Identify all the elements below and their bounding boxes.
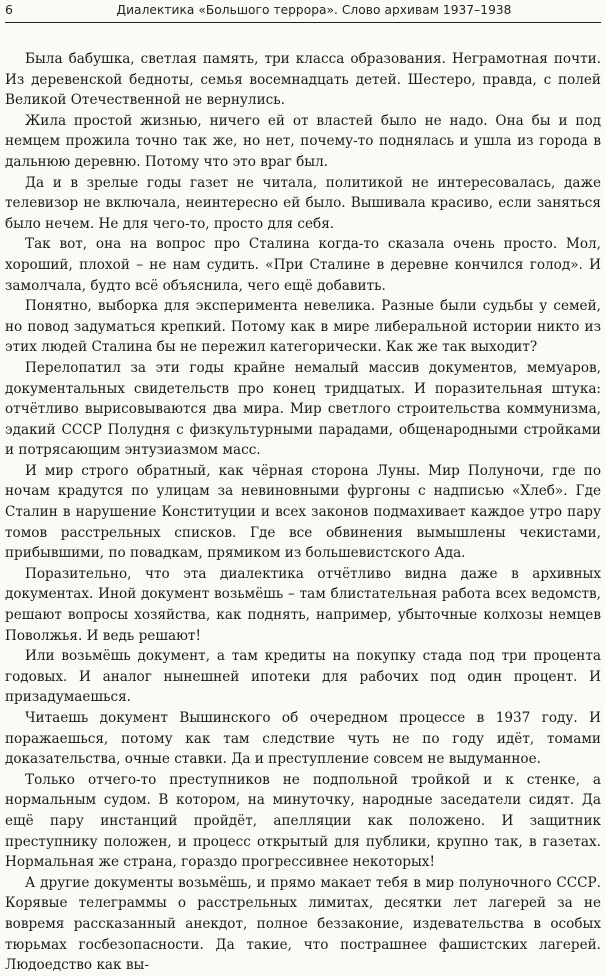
paragraph: Так вот, она на вопрос про Сталина когда-то сказала очень просто. Мол, хороший, плохой – не нам судить. «При Сталине в деревне кончился голод». И замолчала, будто всё объяснила, чего ещё добавить. — [5, 236, 601, 294]
paragraph: Понятно, выборка для эксперимента невелика. Разные были судьбы у семей, но повод задуматься крепкий. Потому как в мире либеральной истории никто из этих людей Сталина бы не пережил категорически. Как же так выходит? — [5, 298, 601, 356]
paragraph: Жила простой жизнью, ничего ей от властей было не надо. Она бы и под немцем прожила точно так же, но нет, почему-то поднялась и ушла из города в дальнюю деревню. Потому что это враг был. — [5, 112, 601, 170]
paragraph: И мир строго обратный, как чёрная сторона Луны. Мир Полуночи, где по ночам крадутся по улицам за невиновными фургоны с надписью «Хлеб». Где Сталин в нарушение Конституции и всех законов подмахивает каждое утро пару томов расстрельных списков. Где все обвинения вымышлены чекистами, прибывшими, по повадкам, прямиком из большевистского Ада. — [5, 462, 601, 562]
paragraph: Только отчего-то преступников не подпольной тройкой и к стенке, а нормальным судом. В котором, на минуточку, народные заседатели сидят. Да ещё пару инстанций пройдёт, апелляции как положено. И защитник преступнику положен, и процесс открытый для публики, крупно так, в газетах. Нормальная же страна, гораздо прогрессивнее некоторых! — [5, 771, 601, 871]
paragraph: Или возьмёшь документ, а там кредиты на покупку стада под три процента годовых. И аналог нынешней ипотеки для рабочих под один процент. И призадумаешься. — [5, 648, 601, 706]
running-header — [5, 0, 601, 23]
page-number: 6 — [5, 2, 13, 17]
paragraph: Читаешь документ Вышинского об очередном процессе в 1937 году. И поражаешься, потому как там следствие чуть не по году идёт, томами доказательства, очные ставки. Да и преступление совсем не выдуманное. — [5, 710, 601, 768]
running-title: Диалектика «Большого террора». Слово архивам 1937–1938 — [116, 3, 512, 17]
paragraph: Да и в зрелые годы газет не читала, политикой не интересовалась, даже телевизор не включала, неинтересно ей было. Вышивала красиво, если заняться было нечем. Не для чего-то, просто для себя. — [5, 174, 601, 232]
paragraph: Перелопатил за эти годы крайне немалый массив документов, мемуаров, документальных свидетельств про конец тридцатых. И поразительная штука: отчётливо вырисовываются два мира. Мир светлого строительства коммунизма, эдакий СССР Полудня с физкультурными парадами, общенародными стройками и потрясающим энтузиазмом масс. — [5, 359, 601, 459]
paragraph: Была бабушка, светлая память, три класса образования. Неграмотная почти. Из деревенской бедноты, семья восемнадцать детей. Шестеро, правда, с полей Великой Отечественной не вернулись. — [5, 51, 601, 109]
paragraph: А другие документы возьмёшь, и прямо макает тебя в мир полуночного СССР. Корявые телеграммы о расстрельных лимитах, десятки лет лагерей за не вовремя рассказанный анекдот, полное беззаконие, издевательства в особых тюрьмах госбезопасности. Да такие, что пострашнее фашистских лагерей. Людоедство как вы- — [5, 874, 601, 974]
paragraph: Поразительно, что эта диалектика отчётливо видна даже в архивных документах. Иной документ возьмёшь – там блистательная работа всех ведомств, решают вопросы хозяйства, как поднять, например, убыточные колхозы немцев Поволжья. И ведь решают! — [5, 565, 601, 644]
body-text — [5, 49, 601, 976]
